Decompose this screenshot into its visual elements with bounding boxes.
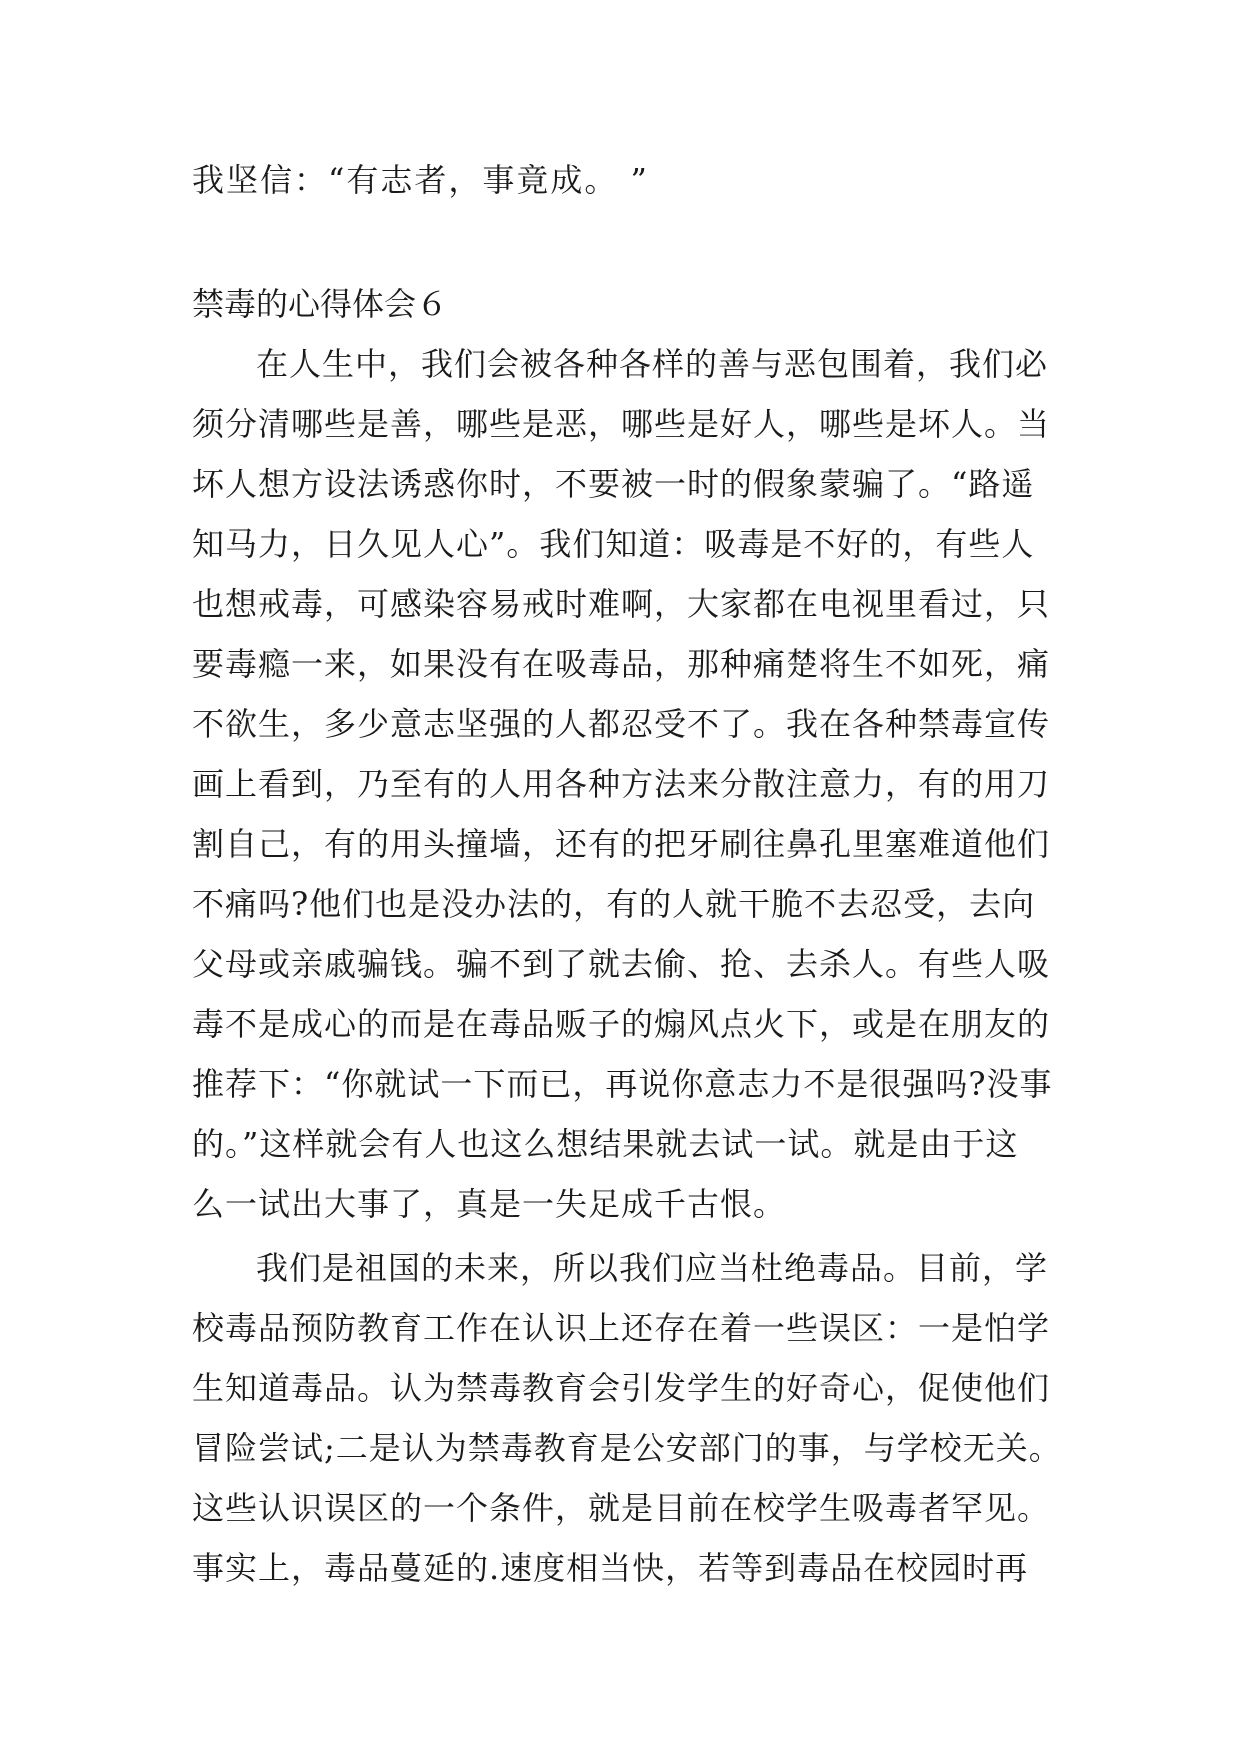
paragraph-line: 不欲生，多少意志坚强的人都忍受不了。我在各种禁毒宣传 [192,705,1051,743]
paragraph-line: 么一试出大事了，真是一失足成千古恨。 [192,1185,787,1223]
paragraph-line: 知马力，日久见人心”。我们知道：吸毒是不好的，有些人 [192,525,1035,563]
paragraph-line: 不痛吗?他们也是没办法的，有的人就干脆不去忍受，去向 [192,885,1036,923]
opening-quote: 我坚信：“有志者，事竟成。 ” [192,161,649,199]
paragraph-line: 校毒品预防教育工作在认识上还存在着一些误区：一是怕学 [192,1309,1051,1347]
paragraph-line: 推荐下：“你就试一下而已，再说你意志力不是很强吗?没事 [192,1065,1053,1103]
paragraph-line: 在人生中，我们会被各种各样的善与恶包围着，我们必 [256,345,1049,383]
paragraph-line: 也想戒毒，可感染容易戒时难啊，大家都在电视里看过，只 [192,585,1051,623]
section-heading: 禁毒的心得体会６ [192,285,449,323]
paragraph-line: 事实上，毒品蔓延的.速度相当快，若等到毒品在校园时再 [192,1549,1029,1587]
paragraph-line: 画上看到，乃至有的人用各种方法来分散注意力，有的用刀 [192,765,1051,803]
paragraph-line: 要毒瘾一来，如果没有在吸毒品，那种痛楚将生不如死，痛 [192,645,1051,683]
document-body [192,150,1062,1598]
paragraph-line: 割自己，有的用头撞墙，还有的把牙刷往鼻孔里塞难道他们 [192,825,1051,863]
paragraph-line: 这些认识误区的一个条件，就是目前在校学生吸毒者罕见。 [192,1489,1051,1527]
paragraph-line: 父母或亲戚骗钱。骗不到了就去偷、抢、去杀人。有些人吸 [192,945,1051,983]
paragraph-line: 冒险尝试;二是认为禁毒教育是公安部门的事，与学校无关。 [192,1429,1062,1467]
paragraph-1 [192,334,1062,1234]
paragraph-line: 的。”这样就会有人也这么想结果就去试一试。就是由于这 [192,1125,1019,1163]
paragraph-line: 毒不是成心的而是在毒品贩子的煽风点火下，或是在朋友的 [192,1005,1051,1043]
paragraph-line: 须分清哪些是善，哪些是恶，哪些是好人，哪些是坏人。当 [192,405,1051,443]
paragraph-2 [192,1238,1062,1598]
paragraph-line: 生知道毒品。认为禁毒教育会引发学生的好奇心，促使他们 [192,1369,1051,1407]
paragraph-line: 坏人想方设法诱惑你时，不要被一时的假象蒙骗了。“路遥 [192,465,1035,503]
paragraph-line: 我们是祖国的未来，所以我们应当杜绝毒品。目前，学 [256,1249,1049,1287]
